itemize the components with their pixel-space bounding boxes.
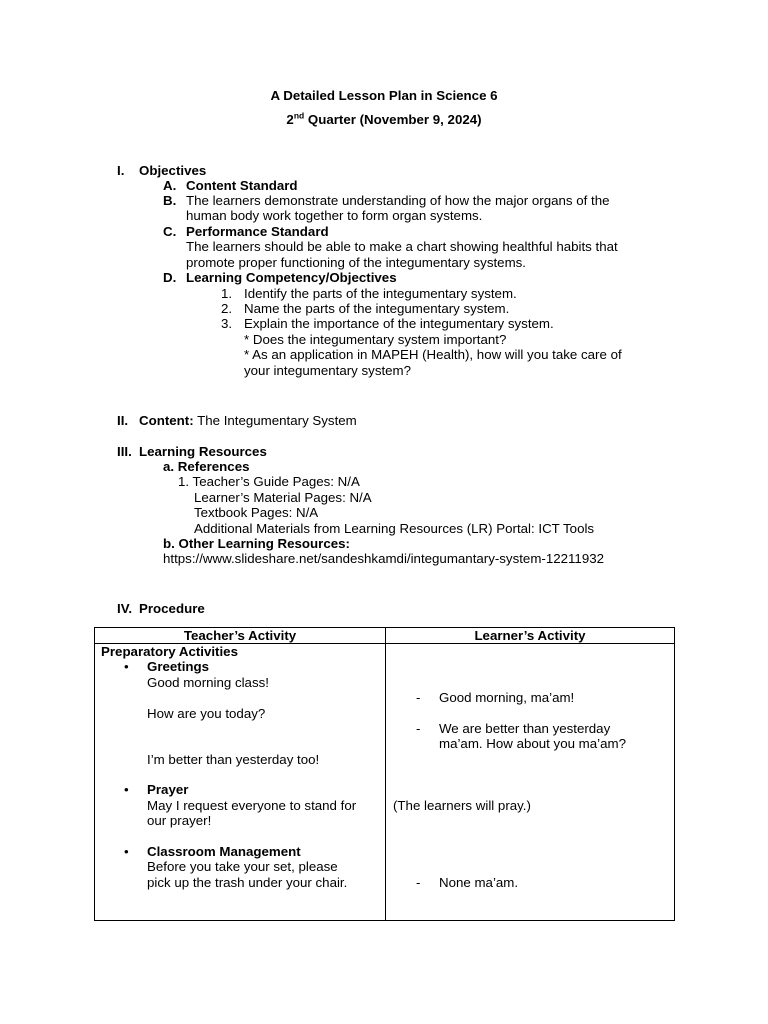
learner-pray: (The learners will pray.): [393, 798, 531, 814]
greetings-bullet: •: [124, 659, 129, 675]
learners-material-pages: Learner’s Material Pages: N/A: [194, 490, 372, 505]
quarter-ordinal: nd: [293, 110, 305, 121]
procedure-table-header: [95, 628, 675, 644]
content-standard-letter: A.: [163, 178, 177, 193]
content-topic: The Integumentary System: [193, 413, 357, 428]
objective-item-2-number: 2.: [221, 301, 233, 316]
teacher-how-are-you: How are you today?: [147, 706, 266, 722]
additional-materials: Additional Materials from Learning Resources (LR) Portal: ICT Tools: [194, 521, 595, 536]
quarter-number: 2: [286, 112, 294, 127]
lesson-plan-title: A Detailed Lesson Plan in Science 6: [270, 88, 498, 103]
performance-standard-letter: C.: [163, 224, 177, 239]
content-standard-label: Content Standard: [186, 178, 298, 193]
teacher-prayer-line2: our prayer!: [147, 813, 212, 829]
learning-competency-letter: D.: [163, 270, 177, 285]
learner-dash-2: -: [416, 721, 421, 737]
learner-dash-3: -: [416, 875, 421, 891]
teacher-activity-cell: [95, 644, 386, 921]
learner-activity-cell: [386, 644, 675, 921]
teacher-classroom-line1: Before you take your set, please: [147, 859, 338, 875]
objectives-heading: Objectives: [139, 163, 207, 178]
teacher-classroom-line2: pick up the trash under your chair.: [147, 875, 348, 891]
procedure-numeral: IV.: [117, 601, 133, 616]
greetings-label: Greetings: [147, 659, 210, 675]
quarter-line: [0, 112, 768, 127]
guide-question-2-line2: your integumentary system?: [244, 363, 412, 378]
objectives-numeral: I.: [117, 163, 125, 178]
references-label: a. References: [163, 459, 250, 474]
procedure-table-row: [95, 644, 675, 921]
content-label: Content:: [139, 413, 194, 428]
textbook-pages: Textbook Pages: N/A: [194, 505, 319, 520]
objective-item-2-text: Name the parts of the integumentary system.: [244, 301, 510, 316]
teacher-better-too: I’m better than yesterday too!: [147, 752, 320, 768]
learner-none: None ma’am.: [439, 875, 519, 891]
learner-dash-1: -: [416, 690, 421, 706]
teachers-guide-pages: 1. Teacher’s Guide Pages: N/A: [178, 474, 360, 489]
performance-standard-text-line1: The learners should be able to make a chart showing healthful habits that: [186, 239, 618, 254]
learner-activity-header: Learner’s Activity: [386, 628, 675, 644]
learner-better-line1: We are better than yesterday: [439, 721, 611, 737]
performance-standard-text-line2: promote proper functioning of the integumentary systems.: [186, 255, 526, 270]
objective-item-1-number: 1.: [221, 286, 233, 301]
resources-numeral: III.: [117, 444, 132, 459]
classroom-bullet: •: [124, 844, 129, 860]
teacher-good-morning: Good morning class!: [147, 675, 269, 691]
content-numeral: II.: [117, 413, 129, 428]
objective-item-3-text: Explain the importance of the integumentary system.: [244, 316, 554, 331]
item-b-letter: B.: [163, 193, 177, 208]
procedure-heading: Procedure: [139, 601, 205, 616]
resources-heading: Learning Resources: [139, 444, 267, 459]
teacher-activity-header: Teacher’s Activity: [95, 628, 386, 644]
content-line: [139, 413, 357, 428]
item-b-text-line2: human body work together to form organ systems.: [186, 208, 483, 223]
procedure-table: [94, 627, 675, 921]
prayer-label: Prayer: [147, 782, 189, 798]
quarter-text: Quarter (November 9, 2024): [304, 112, 482, 127]
learner-good-morning: Good morning, ma’am!: [439, 690, 575, 706]
preparatory-activities-label: Preparatory Activities: [101, 644, 238, 660]
guide-question-2-line1: * As an application in MAPEH (Health), how will you take care of: [244, 347, 622, 362]
learner-better-line2: ma’am. How about you ma’am?: [439, 736, 626, 752]
learning-competency-label: Learning Competency/Objectives: [186, 270, 397, 285]
other-resources-label: b. Other Learning Resources:: [163, 536, 350, 551]
performance-standard-label: Performance Standard: [186, 224, 329, 239]
resource-url: https://www.slideshare.net/sandeshkamdi/integumantary-system-12211932: [163, 551, 604, 566]
guide-question-1: * Does the integumentary system important?: [244, 332, 507, 347]
teacher-prayer-line1: May I request everyone to stand for: [147, 798, 357, 814]
item-b-text-line1: The learners demonstrate understanding of how the major organs of the: [186, 193, 610, 208]
prayer-bullet: •: [124, 782, 129, 798]
objective-item-3-number: 3.: [221, 316, 233, 331]
objective-item-1-text: Identify the parts of the integumentary system.: [244, 286, 517, 301]
classroom-management-label: Classroom Management: [147, 844, 301, 860]
